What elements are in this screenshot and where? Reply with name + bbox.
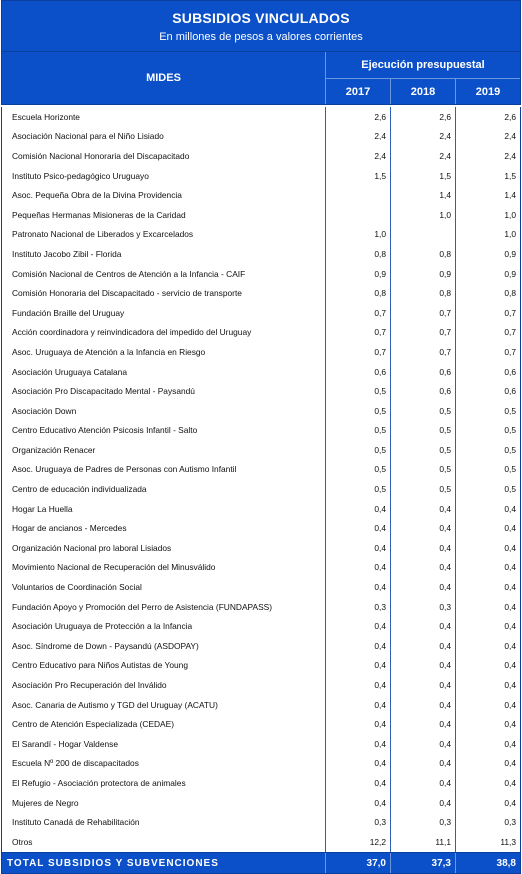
table-row <box>2 381 520 401</box>
table-row <box>2 146 520 166</box>
row-value-2019: 0,5 <box>504 464 516 475</box>
row-value-2019: 11,3 <box>500 836 516 847</box>
row-value-2018: 0,4 <box>391 518 456 538</box>
total-2017: 37,0 <box>326 853 391 873</box>
table-row <box>2 440 520 460</box>
row-value-2019: 0,4 <box>504 719 516 730</box>
row-value-2018: 0,7 <box>391 303 456 323</box>
row-value-2019: 0,9 <box>504 248 516 259</box>
row-value-2018: 2,6 <box>391 107 456 127</box>
row-value-2019: 1,0 <box>504 229 516 240</box>
header-years <box>326 79 520 104</box>
row-value-2019: 0,4 <box>504 699 516 710</box>
table-row <box>2 675 520 695</box>
row-value-2017: 0,4 <box>326 577 391 597</box>
header-ejecucion: Ejecución presupuestal <box>326 52 520 79</box>
row-value-2019: 0,5 <box>504 444 516 455</box>
table-row <box>2 342 520 362</box>
title-banner <box>1 0 521 52</box>
row-name: Movimiento Nacional de Recuperación del Minusválido <box>2 558 326 578</box>
table-row <box>2 264 520 284</box>
row-value-2017: 0,4 <box>326 773 391 793</box>
row-value-2018: 11,1 <box>391 832 456 852</box>
row-value-2017: 0,4 <box>326 675 391 695</box>
row-value-2017: 0,3 <box>326 597 391 617</box>
table-row <box>2 577 520 597</box>
table-row <box>2 303 520 323</box>
row-value-2019: 1,4 <box>504 190 516 201</box>
total-2018: 37,3 <box>391 853 456 873</box>
table-body <box>1 107 521 852</box>
row-value-2017: 0,4 <box>326 714 391 734</box>
row-value-2019: 0,6 <box>504 386 516 397</box>
row-value-2017: 2,4 <box>326 146 391 166</box>
table-row <box>2 107 520 127</box>
table-subtitle: En millones de pesos a valores corrientes <box>159 31 363 43</box>
row-value-2019: 0,7 <box>504 327 516 338</box>
table-row <box>2 401 520 421</box>
header-year-2019: 2019 <box>475 85 501 98</box>
table-header <box>1 52 521 105</box>
row-value-2018: 0,5 <box>391 421 456 441</box>
table-row <box>2 518 520 538</box>
table-row <box>2 479 520 499</box>
row-value-2017: 0,4 <box>326 558 391 578</box>
table-row <box>2 754 520 774</box>
row-name: Otros <box>2 832 326 852</box>
row-name: Asociación Down <box>2 401 326 421</box>
row-value-2019: 0,4 <box>504 582 516 593</box>
row-name: Asoc. Pequeña Obra de la Divina Providencia <box>2 185 326 205</box>
header-year-2017: 2017 <box>326 79 391 104</box>
row-name: Hogar La Huella <box>2 499 326 519</box>
subsidies-table <box>1 0 521 874</box>
row-name: Hogar de ancianos - Mercedes <box>2 518 326 538</box>
row-value-2018: 1,4 <box>391 185 456 205</box>
row-value-2018: 0,4 <box>391 656 456 676</box>
row-value-2017: 0,4 <box>326 793 391 813</box>
row-name: Mujeres de Negro <box>2 793 326 813</box>
row-name: Centro Educativo para Niños Autistas de Young <box>2 656 326 676</box>
row-name: Centro de Atención Especializada (CEDAE) <box>2 714 326 734</box>
row-name: El Sarandí - Hogar Valdense <box>2 734 326 754</box>
table-row <box>2 166 520 186</box>
row-name: Asociación Uruguaya de Protección a la Infancia <box>2 616 326 636</box>
row-value-2017: 0,4 <box>326 695 391 715</box>
row-value-2019: 0,4 <box>504 542 516 553</box>
row-value-2019: 0,8 <box>504 288 516 299</box>
table-row <box>2 499 520 519</box>
row-name: Comisión Nacional Honoraria del Discapacitado <box>2 146 326 166</box>
table-row <box>2 714 520 734</box>
row-value-2017: 1,0 <box>326 225 391 245</box>
table-row <box>2 812 520 832</box>
row-value-2018: 0,6 <box>391 381 456 401</box>
row-value-2017: 0,4 <box>326 518 391 538</box>
row-value-2017 <box>326 185 391 205</box>
row-name: Asoc. Canaria de Autismo y TGD del Uruguay (ACATU) <box>2 695 326 715</box>
row-value-2017: 0,5 <box>326 421 391 441</box>
table-row <box>2 832 520 852</box>
row-name: Escuela Nº 200 de discapacitados <box>2 754 326 774</box>
table-row <box>2 185 520 205</box>
row-value-2018: 0,4 <box>391 675 456 695</box>
row-name: Asoc. Uruguaya de Padres de Personas con Autismo Infantil <box>2 460 326 480</box>
row-value-2019: 1,0 <box>504 209 516 220</box>
row-value-2018: 0,4 <box>391 773 456 793</box>
row-value-2018: 0,4 <box>391 714 456 734</box>
row-value-2017: 0,5 <box>326 479 391 499</box>
row-value-2017: 0,4 <box>326 636 391 656</box>
row-value-2017: 1,5 <box>326 166 391 186</box>
row-value-2018: 0,5 <box>391 401 456 421</box>
total-2019: 38,8 <box>496 857 516 869</box>
table-row <box>2 558 520 578</box>
row-value-2018: 0,3 <box>391 812 456 832</box>
row-value-2017: 0,9 <box>326 264 391 284</box>
row-value-2017: 0,5 <box>326 401 391 421</box>
row-value-2019: 0,4 <box>504 562 516 573</box>
row-value-2018: 0,6 <box>391 362 456 382</box>
row-name: Asociación Nacional para el Niño Lisiado <box>2 127 326 147</box>
row-value-2018: 1,0 <box>391 205 456 225</box>
row-value-2018: 0,5 <box>391 460 456 480</box>
table-row <box>2 362 520 382</box>
row-value-2018: 0,7 <box>391 342 456 362</box>
row-value-2018: 0,4 <box>391 734 456 754</box>
row-name: Comisión Honoraria del Discapacitado - servicio de transporte <box>2 283 326 303</box>
row-value-2019: 0,7 <box>504 346 516 357</box>
row-value-2018: 2,4 <box>391 146 456 166</box>
row-value-2019: 0,5 <box>504 405 516 416</box>
row-name: Asoc. Uruguaya de Atención a la Infancia en Riesgo <box>2 342 326 362</box>
row-value-2017: 0,4 <box>326 656 391 676</box>
row-value-2018: 0,9 <box>391 264 456 284</box>
row-name: Instituto Jacobo Zibil - Florida <box>2 244 326 264</box>
row-value-2019: 0,4 <box>504 621 516 632</box>
table-row <box>2 636 520 656</box>
row-value-2019: 0,5 <box>504 484 516 495</box>
row-value-2019: 0,4 <box>504 601 516 612</box>
row-value-2018: 0,3 <box>391 597 456 617</box>
row-name: Asoc. Síndrome de Down - Paysandú (ASDOPAY) <box>2 636 326 656</box>
row-name: Asociación Uruguaya Catalana <box>2 362 326 382</box>
table-row <box>2 793 520 813</box>
table-row <box>2 460 520 480</box>
row-value-2017: 12,2 <box>326 832 391 852</box>
row-value-2018: 0,5 <box>391 479 456 499</box>
row-value-2019: 0,9 <box>504 268 516 279</box>
row-value-2017: 0,8 <box>326 283 391 303</box>
row-name: Centro de educación individualizada <box>2 479 326 499</box>
row-name: Comisión Nacional de Centros de Atención a la Infancia - CAIF <box>2 264 326 284</box>
row-value-2019: 0,4 <box>504 640 516 651</box>
row-value-2017: 0,4 <box>326 734 391 754</box>
row-value-2019: 2,4 <box>504 131 516 142</box>
row-value-2019: 1,5 <box>504 170 516 181</box>
table-row <box>2 283 520 303</box>
table-row <box>2 695 520 715</box>
table-row <box>2 225 520 245</box>
row-name: Voluntarios de Coordinación Social <box>2 577 326 597</box>
row-value-2017: 0,4 <box>326 499 391 519</box>
table-row <box>2 421 520 441</box>
row-name: Asociación Pro Discapacitado Mental - Paysandú <box>2 381 326 401</box>
row-value-2017: 2,4 <box>326 127 391 147</box>
row-name: Asociación Pro Recuperación del Inválido <box>2 675 326 695</box>
row-name: Instituto Canadá de Rehabilitación <box>2 812 326 832</box>
row-value-2019: 0,4 <box>504 680 516 691</box>
row-value-2017: 0,6 <box>326 362 391 382</box>
row-value-2017: 0,7 <box>326 342 391 362</box>
row-value-2017: 0,5 <box>326 440 391 460</box>
row-name: Acción coordinadora y reinvindicadora del impedido del Uruguay <box>2 323 326 343</box>
row-value-2018: 0,4 <box>391 616 456 636</box>
row-value-2018: 0,5 <box>391 440 456 460</box>
row-value-2017: 2,6 <box>326 107 391 127</box>
row-name: Escuela Horizonte <box>2 107 326 127</box>
row-name: Organización Nacional pro laboral Lisiados <box>2 538 326 558</box>
row-value-2019: 0,4 <box>504 797 516 808</box>
table-row <box>2 656 520 676</box>
row-value-2017: 0,4 <box>326 754 391 774</box>
row-value-2018: 0,4 <box>391 538 456 558</box>
row-value-2017: 0,5 <box>326 460 391 480</box>
row-name: El Refugio - Asociación protectora de animales <box>2 773 326 793</box>
table-title: SUBSIDIOS VINCULADOS <box>172 10 350 26</box>
row-value-2017: 0,5 <box>326 381 391 401</box>
total-row <box>1 852 521 874</box>
header-right <box>326 52 520 104</box>
row-value-2018: 1,5 <box>391 166 456 186</box>
row-value-2017: 0,3 <box>326 812 391 832</box>
row-value-2017: 0,8 <box>326 244 391 264</box>
row-value-2017: 0,4 <box>326 538 391 558</box>
total-label: TOTAL SUBSIDIOS Y SUBVENCIONES <box>2 853 326 873</box>
row-value-2019: 0,4 <box>504 777 516 788</box>
table-row <box>2 127 520 147</box>
row-name: Pequeñas Hermanas Misioneras de la Caridad <box>2 205 326 225</box>
row-value-2019: 0,5 <box>504 425 516 436</box>
row-value-2018: 0,8 <box>391 244 456 264</box>
row-value-2017 <box>326 205 391 225</box>
table-row <box>2 597 520 617</box>
row-name: Patronato Nacional de Liberados y Excarcelados <box>2 225 326 245</box>
row-value-2018: 0,7 <box>391 323 456 343</box>
row-value-2018: 2,4 <box>391 127 456 147</box>
table-row <box>2 244 520 264</box>
row-value-2018 <box>391 225 456 245</box>
row-value-2018: 0,8 <box>391 283 456 303</box>
row-value-2019: 0,7 <box>504 307 516 318</box>
row-value-2018: 0,4 <box>391 636 456 656</box>
table-row <box>2 734 520 754</box>
row-name: Fundación Apoyo y Promoción del Perro de Asistencia (FUNDAPASS) <box>2 597 326 617</box>
row-name: Instituto Psico-pedagógico Uruguayo <box>2 166 326 186</box>
row-name: Fundación Braille del Uruguay <box>2 303 326 323</box>
row-value-2019: 0,4 <box>504 758 516 769</box>
table-row <box>2 616 520 636</box>
row-value-2018: 0,4 <box>391 577 456 597</box>
row-value-2019: 2,4 <box>504 150 516 161</box>
row-value-2018: 0,4 <box>391 499 456 519</box>
row-value-2019: 2,6 <box>504 111 516 122</box>
header-mides: MIDES <box>2 52 326 104</box>
table-row <box>2 205 520 225</box>
table-row <box>2 773 520 793</box>
table-row <box>2 538 520 558</box>
header-year-2018: 2018 <box>391 79 456 104</box>
row-value-2018: 0,4 <box>391 558 456 578</box>
row-value-2017: 0,7 <box>326 323 391 343</box>
row-name: Organización Renacer <box>2 440 326 460</box>
row-value-2019: 0,6 <box>504 366 516 377</box>
row-value-2019: 0,4 <box>504 523 516 534</box>
row-value-2017: 0,7 <box>326 303 391 323</box>
row-value-2018: 0,4 <box>391 695 456 715</box>
row-value-2017: 0,4 <box>326 616 391 636</box>
row-name: Centro Educativo Atención Psicosis Infantil - Salto <box>2 421 326 441</box>
table-row <box>2 323 520 343</box>
row-value-2019: 0,4 <box>504 503 516 514</box>
row-value-2018: 0,4 <box>391 793 456 813</box>
row-value-2019: 0,3 <box>504 817 516 828</box>
row-value-2019: 0,4 <box>504 738 516 749</box>
row-value-2019: 0,4 <box>504 660 516 671</box>
row-value-2018: 0,4 <box>391 754 456 774</box>
